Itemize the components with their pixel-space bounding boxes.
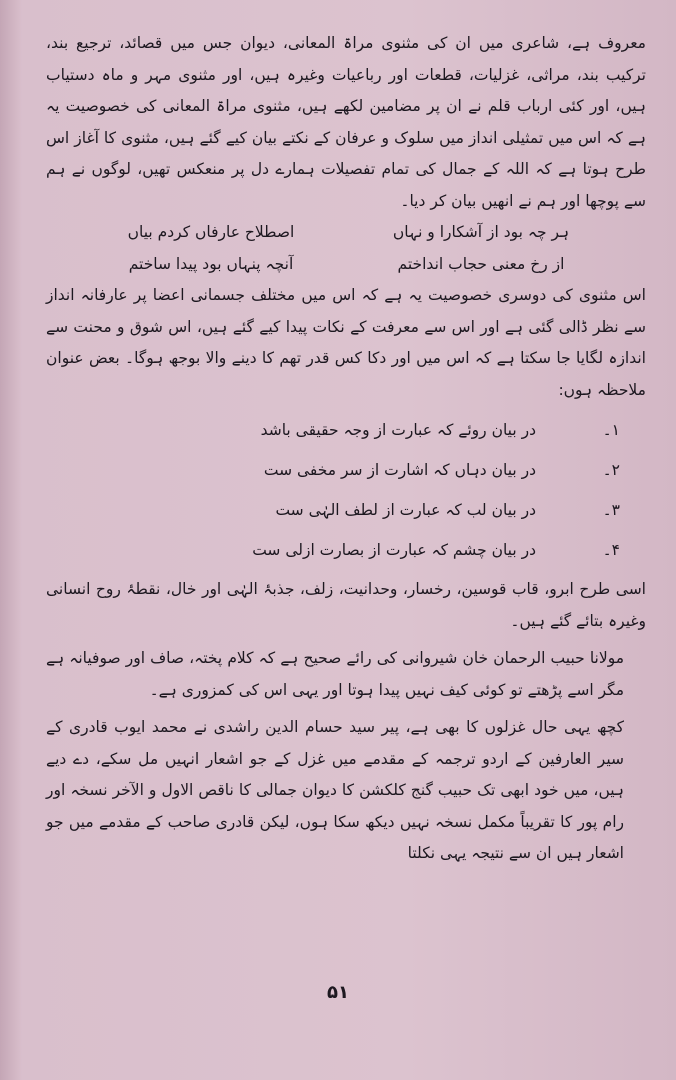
list-item-number: ۳۔ [602, 501, 620, 519]
list-item-text: در بیان دہاں کہ اشارت از سر مخفی ست [263, 461, 536, 479]
couplet-2-right: از رخ معنی حجاب انداختم [397, 254, 565, 273]
page-body [46, 28, 646, 870]
heading-list [46, 410, 646, 570]
couplet-1-left: اصطلاح عارفاں کردم بیاں [127, 223, 295, 241]
persian-couplets [46, 217, 646, 280]
list-item-number: ۲۔ [602, 461, 620, 479]
list-item [46, 450, 646, 490]
paragraph-intro: معروف ہے، شاعری میں ان کی مثنوی مراۃ المعانی، دیوان جس میں قصائد، ترجیع بند، ترکیب بند، مراثی، غزلیات، قطعات اور رباعیات وغیرہ ہیں، اور مثنوی مہر و ماہ دستیاب ہیں، اور کئی ارباب قلم نے ان پر مضامین لکھے ہیں، مثنوی مراۃ المعانی کی خصوصیت یہ ہے کہ اس میں تمثیلی انداز میں سلوک و عرفان کے نکتے بیان کیے گئے ہیں، مثنوی کا آغاز اس طرح ہوتا ہے کہ اللہ کے جمال کی تمام تفصیلات ہمارے دل پر منعکس تھیں، لوگوں نے ہم سے پوچھا اور ہم نے انھیں بیان کر دیا۔ [46, 34, 646, 210]
list-item-number: ۱۔ [602, 421, 620, 439]
list-item-text: در بیان چشم کہ عبارت از بصارت ازلی ست [252, 541, 536, 559]
paragraph-second-feature: اس مثنوی کی دوسری خصوصیت یہ ہے کہ اس میں مختلف جسمانی اعضا پر عارفانہ انداز سے نظر ڈالی گئی ہے اور اس سے معرفت کے نکات پیدا کیے گئے ہیں، اس شوق و محنت سے اندازہ لگایا جا سکتا ہے کہ اس میں اور دکا کس قدر تھم کا دینے والا بوجھ ہوگا۔ بعض عنوان ملاحظہ ہوں: [46, 286, 646, 399]
paragraph-after-list: اسی طرح ابرو، قاب قوسین، رخسار، وحدانیت، زلف، جذبۂ الہٰی اور خال، نقطۂ روح انسانی وغیرہ بتائے گئے ہیں۔ [46, 580, 646, 630]
list-item [46, 410, 646, 450]
couplet-1-right: ہر چہ بود از آشکارا و نہاں [392, 223, 570, 241]
paragraph-sherwani: مولانا حبیب الرحمان خان شیروانی کی رائے صحیح ہے کہ کلام پختہ، صاف اور صوفیانہ ہے مگر اسے پڑھتے تو کوئی کیف نہیں پیدا ہوتا اور یہی اس کی کمزوری ہے۔ [46, 649, 624, 699]
list-item-text: در بیان لب کہ عبارت از لطف الہٰی ست [275, 501, 536, 519]
page-number: ۵۱ [327, 982, 349, 1003]
couplet-2-left: آنچہ پنہاں بود پیدا ساختم [128, 254, 294, 273]
paragraph-ghazals: کچھ یہی حال غزلوں کا بھی ہے، پیر سید حسام الدین راشدی نے محمد ایوب قادری کے سیر العارفین کے اردو ترجمہ کے مقدمے میں غزل کے جو اشعار انہیں مل سکے، دے دیے ہیں، میں خود ابھی تک حبیب گنج کلکشن کا دیوان جمالی کا ناقص الاول و الآخر نسخہ اور رام پور کا تقریباً مکمل نسخہ نہیں دیکھ سکا ہوں، لیکن قادری صاحب کے مقدمے میں جو اشعار ہیں ان سے نتیجہ یہی نکلتا [46, 718, 624, 862]
list-item-text: در بیان روئے کہ عبارت از وجہ حقیقی باشد [260, 421, 536, 439]
list-item [46, 530, 646, 570]
list-item-number: ۴۔ [602, 541, 620, 559]
list-item [46, 490, 646, 530]
